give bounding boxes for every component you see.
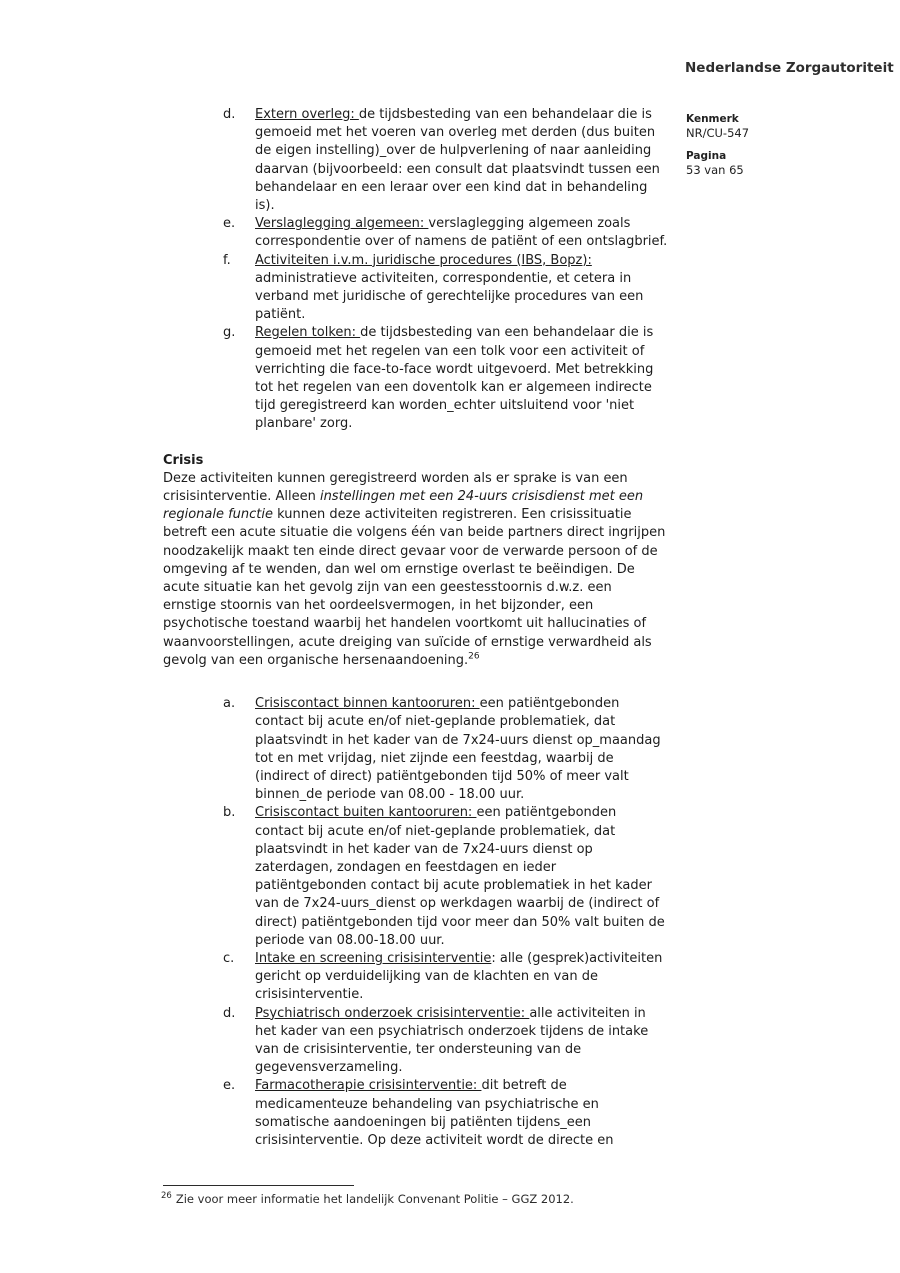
- footnote-text: Zie voor meer informatie het landelijk Convenant Politie – GGZ 2012.: [175, 1192, 574, 1206]
- list-item: [223, 695, 668, 804]
- list-item-term: Farmacotherapie crisisinterventie:: [255, 1078, 482, 1094]
- footnote-divider: [163, 1185, 354, 1186]
- list-item-body: dit betreft de medicamenteuze behandeling van psychiatrische en somatische aandoeningen bij patiënten tijdens_een crisisinterventie. Op deze activiteit wordt de directe en: [255, 1078, 614, 1148]
- list-item-letter: e.: [223, 216, 236, 232]
- footnote-reference: 26: [468, 651, 480, 662]
- list-item-term: Intake en screening crisisinterventie: [255, 950, 492, 966]
- list-item-body: alle activiteiten in het kader van een psychiatrisch onderzoek tijdens de intake van de crisisinterventie, ter ondersteuning van de gegevensverzameling.: [255, 1005, 649, 1076]
- kenmerk-value: NR/CU-547: [686, 126, 750, 140]
- footnote: [161, 1192, 681, 1206]
- list-item: [223, 252, 668, 325]
- list-item: [223, 215, 668, 251]
- list-item-text: [255, 106, 668, 215]
- list-item-body: de tijdsbesteding van een behandelaar die is gemoeid met het voeren van overleg met derden (dus buiten de eigen instelling)_over de hulpverlening of naar aanleiding daarvan (bijvoorbeeld: een consult dat plaatsvindt tussen een behandelaar en een leraar over een kind dat in behandeling is).: [255, 107, 660, 214]
- list-item-term: Psychiatrisch onderzoek crisisinterventie:: [255, 1005, 530, 1021]
- list-item: [223, 804, 668, 950]
- list-item-term: Regelen tolken:: [255, 325, 361, 341]
- list-item-text: [255, 695, 668, 804]
- list-item-term: Crisiscontact buiten kantooruren:: [255, 805, 477, 821]
- page-meta: [686, 112, 866, 186]
- pagina-value: 53 van 65: [686, 163, 744, 177]
- list-item-letter: g.: [223, 325, 236, 341]
- list-item-letter: a.: [223, 696, 236, 712]
- list-item-body: : alle (gesprek)activiteiten gericht op verduidelijking van de klachten en van de crisisinterventie.: [255, 950, 663, 1003]
- list-item-term: Extern overleg:: [255, 107, 359, 122]
- crisis-paragraph-italic: instellingen met een 24-uurs crisisdienst met een regionale functie: [163, 489, 644, 523]
- list-item-letter: d.: [223, 107, 236, 122]
- crisis-paragraph: [163, 470, 668, 670]
- list-item-body: een patiëntgebonden contact bij acute en/of niet-geplande problematiek, dat plaatsvindt in het kader van de 7x24-uurs dienst op zaterdagen, zondagen en feestdagen en ieder patiëntgebonden contact bij acute problematiek in het kader van de 7x24-uurs_dienst op werkdagen waarbij de (indirect of direct) patiëntgebonden tijd voor meer dan 50% valt buiten de periode van 08.00-18.00 uur.: [255, 805, 665, 948]
- list-item-text: [255, 1077, 668, 1150]
- list-item: [223, 324, 668, 433]
- list-item-letter: c.: [223, 950, 235, 966]
- crisis-activities-list-a-e: [163, 695, 668, 1150]
- list-item-letter: f.: [223, 252, 231, 268]
- list-item-body: verslaglegging algemeen zoals correspondentie over of namens de patiënt of een ontslagbrief.: [255, 216, 668, 250]
- kenmerk-label: Kenmerk: [686, 113, 739, 125]
- list-item-body: een patiëntgebonden contact bij acute en/of niet-geplande problematiek, dat plaatsvindt in het kader van de 7x24-uurs dienst op_maandag tot en met vrijdag, niet zijnde een feestdag, waarbij de (indirect of direct) patiëntgebonden tijd 50% of meer valt binnen_de periode van 08.00 - 18.00 uur.: [255, 696, 661, 803]
- pagina-label: Pagina: [686, 150, 727, 162]
- list-item-text: [255, 215, 668, 251]
- org-logo: Nederlandse Zorgautoriteit: [685, 60, 894, 76]
- list-item: [223, 950, 668, 1005]
- list-item: [223, 1077, 668, 1150]
- list-item-body: administratieve activiteiten, correspondentie, et cetera in verband met juridische of gerechtelijke procedures van een patiënt.: [255, 270, 644, 323]
- list-item-letter: b.: [223, 805, 236, 821]
- list-item: [223, 106, 668, 215]
- footnote-number: 26: [161, 1191, 172, 1202]
- list-item: [223, 1005, 668, 1078]
- crisis-paragraph-seg1: Deze activiteiten kunnen geregistreerd worden als er sprake is van een crisisinterventie. Alleen: [163, 470, 628, 505]
- list-item-letter: e.: [223, 1078, 236, 1094]
- crisis-section-heading: Crisis: [163, 452, 204, 468]
- list-item-body: de tijdsbesteding van een behandelaar die is gemoeid met het regelen van een tolk voor een activiteit of verrichting die face-to-face wordt uitgevoerd. Met betrekking tot het regelen van een doventolk kan er algemeen indirecte tijd geregistreerd kan worden_echter uitsluitend voor 'niet planbare' zorg.: [255, 325, 654, 432]
- list-item-term: Verslaglegging algemeen:: [255, 216, 429, 232]
- list-item-text: [255, 804, 668, 950]
- main-content: [163, 106, 668, 1150]
- list-item-text: [255, 1005, 668, 1078]
- list-item-term: Crisiscontact binnen kantooruren:: [255, 696, 480, 712]
- list-item-letter: d.: [223, 1005, 236, 1021]
- list-item-text: [255, 324, 668, 433]
- activities-list-d-g: [163, 106, 668, 434]
- list-item-term: Activiteiten i.v.m. juridische procedures (IBS, Bopz):: [255, 252, 592, 268]
- list-item-text: [255, 252, 668, 325]
- crisis-paragraph-seg3: kunnen deze activiteiten registreren. Een crisissituatie betreft een acute situatie die volgens één van beide partners direct ingrijpen noodzakelijk maakt ten einde direct gevaar voor de verwarde persoon of de omgeving af te wenden, dan wel om ernstige overlast te beëindigen. De acute situatie kan het gevolg zijn van een geestesstoornis d.w.z. een ernstige stoornis van het oordeelsvermogen, in het bijzonder, een psychotische toestand waarbij het handelen voortkomt uit hallucinaties of waanvoorstellingen, acute dreiging van suïcide of ernstige verwardheid als gevolg van een organische hersenaandoening.: [163, 507, 666, 668]
- list-item-text: [255, 950, 668, 1005]
